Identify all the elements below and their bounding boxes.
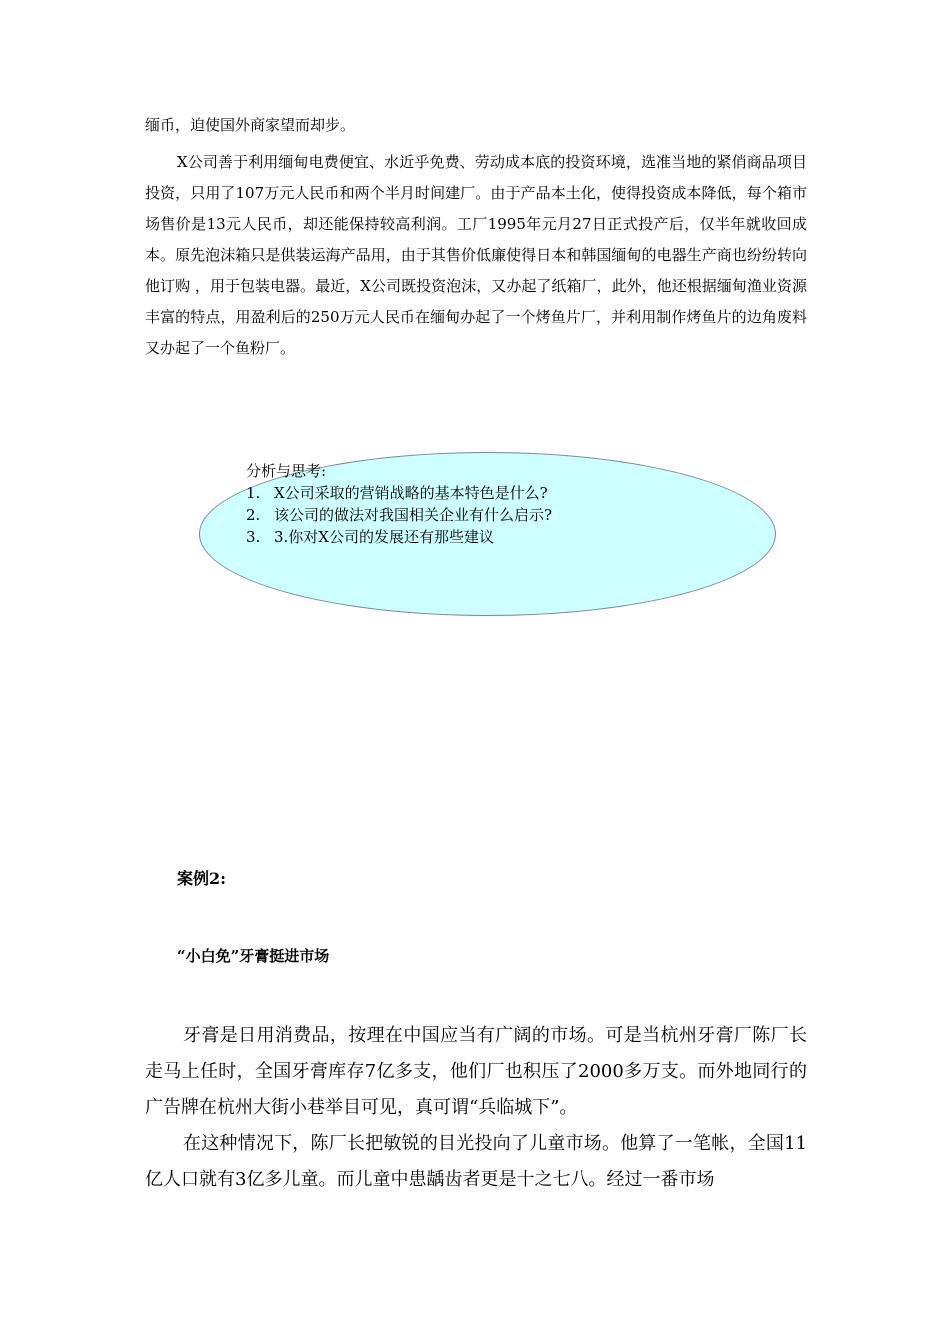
discussion-item: [246, 526, 686, 548]
discussion-list: [246, 482, 686, 548]
discussion-item-text: X公司采取的营销战略的基本特色是什么?: [274, 484, 548, 502]
discussion-item-number: 3.: [246, 528, 261, 546]
discussion-heading: 分析与思考:: [246, 462, 327, 480]
discussion-item-text: 3.你对X公司的发展还有那些建议: [274, 528, 494, 546]
discussion-item-number: 2.: [246, 506, 261, 524]
discussion-item-number: 1.: [246, 484, 261, 502]
case-subtitle: “小白免”牙膏挺进市场: [177, 947, 330, 965]
paragraph-company-x: X公司善于利用缅甸电费便宜、水近乎免费、劳动成本底的投资环境，选准当地的紧俏商品项目投资，只用了107万元人民币和两个半月时间建厂。由于产品本土化，使得投资成本降低，每个箱市场售价是13元人民币，却还能保持较高利润。工厂1995年元月27日正式投产后，仅半年就收回成本。原先泡沫箱只是供装运海产品用，由于其售价低廉使得日本和韩国缅甸的电器生产商也纷纷转向他订购 ，用于包装电器。最近，X公司既投资泡沫，又办起了纸箱厂，此外，他还根据缅甸渔业资源丰富的特点，用盈利后的250万元人民币在缅甸办起了一个烤鱼片厂，并利用制作烤鱼片的边角废料又办起了一个鱼粉厂。: [145, 153, 807, 357]
discussion-box: [246, 460, 686, 548]
paragraph-children-market: 在这种情况下，陈厂长把敏锐的目光投向了儿童市场。他算了一笔帐，全国11亿人口就有3亿多儿童。而儿童中患龋齿者更是十之七八。经过一番市场: [145, 1133, 807, 1190]
discussion-item: [246, 482, 686, 504]
discussion-item-text: 该公司的做法对我国相关企业有什么启示?: [274, 506, 553, 524]
paragraph-toothpaste-market: 牙膏是日用消费品，按理在中国应当有广阔的市场。可是当杭州牙膏厂陈厂长走马上任时，全国牙膏库存7亿多支，他们厂也积压了2000多万支。而外地同行的广告牌在杭州大街小巷举目可见，真可谓“兵临城下”。: [145, 1025, 807, 1118]
case-title: 案例2:: [177, 869, 227, 888]
paragraph-continuation: 缅币，迫使国外商家望而却步。: [145, 116, 356, 134]
discussion-item: [246, 504, 686, 526]
